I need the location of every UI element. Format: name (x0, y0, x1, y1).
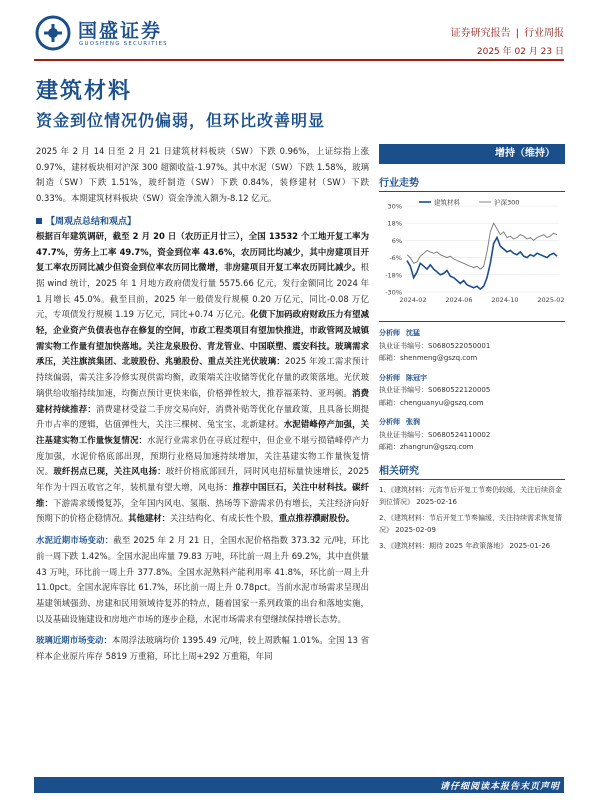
header-divider (34, 59, 564, 61)
fiberglass-bold: 玻纤拐点已现，关注风电扬： (53, 466, 166, 477)
y-tick-label: -30% (385, 288, 402, 297)
x-tick-label: 2025-02 (537, 296, 565, 304)
header-separator: | (515, 28, 519, 39)
weekly-view-body (36, 229, 369, 527)
section-square-icon (36, 218, 42, 224)
analyst-email[interactable]: zhangrun@gszq.com (400, 443, 474, 451)
sidebar (379, 144, 565, 555)
trend-heading: 行业走势 (379, 174, 565, 192)
x-tick-label: 2024-02 (399, 296, 427, 304)
footer-disclaimer: 请仔细阅读本报告末页声明 (439, 782, 560, 792)
cement-view-text: 水泥行业需求仍在寻底过程中，但企业不堪亏损错峰停产力度加强，水泥价格底部出现，预期行业格局加速持续增加，关注基建实物工作量恢复情况。 (36, 434, 370, 477)
glass-market-paragraph (36, 633, 369, 664)
glass-text: 2025 年竣工需求预计持续偏弱，需关注多冷修实现供需均衡，政策端关注收储等优化存量的政策落地。光伏玻璃供给收缩持续加速，均衡点预计更快来临，价格弹性较大，推荐福莱特、亚玛顿。 (36, 356, 369, 398)
cement-market-lead: 水泥近期市场变动： (36, 535, 114, 546)
industry-title: 建筑材料 (36, 79, 133, 104)
mail-label: 邮箱： (379, 354, 400, 362)
cement-market-paragraph (36, 533, 369, 627)
analyst-role: 分析师 (379, 418, 400, 426)
bond-text: 根据 wind 统计，2025 年 1 月地方政府债发行量 5575.66 亿元，发行金额同比 2024 年 1 月增长 45.0%。截至目前，2025 年一般债发行规模 0.20 万亿元，同比-0.08 万亿元，专项债发行规模 1.19 万亿元，同比+0.74 万亿元。 (36, 262, 369, 320)
mail-label: 邮箱： (379, 398, 400, 407)
trend-chart-svg (379, 196, 565, 311)
report-date: 2025 年 02 月 23 日 (476, 47, 564, 57)
consumer-text: 消费建材受益二手房交易向好，消费补贴等优化存量政策，且具备长期提升市占率的逻辑，估值弹性大，关注三棵树、兔宝宝、北新建材。 (36, 403, 370, 430)
mail-label: 邮箱： (379, 443, 400, 451)
y-tick-label: -18% (385, 271, 402, 280)
related-item[interactable]: 1、《建筑材料：元宵节后开复工节奏仍较缓，关注后续资金到位情况》 2025-02-16 (379, 485, 562, 506)
glass-market-text: 本周浮法玻璃均价 1395.49 元/吨，较上周跌幅 1.01%。全国 13 省样本企业原片库存 5819 万重箱，环比上周+292 万重箱，年同 (36, 635, 370, 662)
analyst-name: 张润 (406, 418, 420, 426)
analyst-name: 沈猛 (406, 329, 420, 337)
analyst-role: 分析师 (379, 373, 400, 382)
glass-market-lead: 玻璃近期市场变动： (36, 635, 112, 646)
other-text: 关注结构化、有成长性个股， (170, 513, 279, 524)
weekly-view-heading (36, 214, 369, 227)
page-header (0, 0, 600, 66)
page-footer (0, 770, 600, 800)
y-tick-label: 18% (387, 219, 402, 228)
survey-bold: 根据百年建筑调研，截至 2 月 20 日（农历正月廿三），全国 13532 个工地开复工率为 47.7%，劳务上工率 49.7%，资金到位率 43.6%，农历同比均减少，其中房建项目开复工率农历同比减少但资金到位率农历同比微增，非房建项目开复工率农历同比减少。 (36, 230, 369, 273)
other-bold: 其他建材： (128, 513, 170, 524)
fiberglass-text: 玻纤价格底部回升，同时风电招标量快速增长，2025 年作为十四五收官之年，装机量有望大增，风电扬： (36, 466, 370, 493)
policy-bold: 化债下加码政府财政压力有望减轻，企业资产负债表也存在修复的空间，市政工程类项目有望加快推进，市政管网及城镇需实物工作量有望加快落地。关注龙泉股份、青龙管业、中国联塑、震安科技。玻璃需求承压，关注旗滨集团、北玻股份、兆驰股份、重点关注光伏玻璃： (36, 309, 369, 367)
intro-paragraph: 2025 年 2 月 14 日至 2 月 21 日建筑材料板块（SW）下跌 0.96%，上证综指上涨 0.97%，建材板块相对沪深 300 超额收益-1.97%。其中水泥（SW）下跌 1.58%，玻璃制造（SW）下跌 1.51%，玻纤制造（SW）下跌 0.84%，装修建材（SW）下跌 0.33%。本期建筑材料板块（SW）资金净流入额为-8.12 亿元。 (36, 146, 369, 204)
analyst-card (379, 327, 565, 365)
weekly-view-heading-text: 【周观点总结和观点】 (46, 216, 137, 227)
legend-label: 沪深300 (494, 198, 520, 207)
main-column (36, 144, 369, 665)
analyst-name: 陈冠宇 (406, 373, 427, 382)
report-classification (451, 24, 564, 39)
cert-number: S0680522120005 (428, 386, 491, 394)
x-tick-label: 2024-06 (445, 296, 473, 304)
report-category: 行业周报 (524, 28, 564, 39)
logo-mark-icon (34, 14, 72, 52)
logo-text-en: GUOSHENG SECURITIES (79, 41, 168, 47)
cert-label: 执业证书编号： (379, 430, 428, 439)
cert-number: S0680524110002 (428, 430, 491, 439)
related-research-heading: 相关研究 (379, 462, 565, 480)
related-research-list (379, 484, 565, 553)
analyst-email[interactable]: chenguanyu@gszq.com (400, 398, 484, 407)
report-type: 证券研究报告 (450, 28, 511, 39)
analyst-card (379, 416, 565, 454)
carbon-text: 下游需求缓慢复苏，全年国内风电、氢瓶、热场等下游需求仍有增长，关注经济向好预期下的价格企稳情况。 (36, 497, 370, 524)
logo-text-cn: 国盛证券 (78, 20, 163, 42)
cert-label: 执业证书编号： (379, 341, 428, 350)
y-tick-label: 30% (387, 202, 402, 211)
cert-label: 执业证书编号： (379, 386, 428, 394)
related-item[interactable]: 3、《建筑材料：期待 2025 年政策落地》 2025-01-26 (379, 541, 551, 550)
legend-label: 建筑材料 (434, 198, 460, 207)
related-item[interactable]: 2、《建筑材料：节后开复工节奏偏缓，关注持续需求恢复情况》 2025-02-09 (379, 513, 562, 534)
y-tick-label: -6% (389, 254, 402, 263)
y-tick-label: 6% (391, 236, 402, 245)
consumer-bold: 消费建材持续推荐： (36, 387, 370, 414)
rating-badge: 增持（维持） (379, 144, 565, 164)
trend-chart (379, 196, 565, 311)
cement-view-bold: 水泥错峰停产加强，关注基建实物工作量恢复情况： (36, 419, 370, 445)
carbon-bold: 推荐中国巨石，关注中材科技。碳纤维： (36, 482, 369, 508)
cement-market-text: 截至 2025 年 2 月 21 日，全国水泥价格指数 373.32 元/吨，环比前一周下跌 1.42%。全国水泥出库量 79.83 万吨，环比前一周上升 69.2%，其中直供量 43 万吨，环比前一周上升 377.8%。全国水泥熟料产能利用率 41.8%，环比前一周上升 11.0pct。全国水泥库容比 61.7%，环比前一周上升 0.78pct。当前水泥市场需求呈现出基建领域强劲、房建和民用领域待复苏的特点，随着国家一系列政策的出台和落地实施，以及基础设施建设和房地产市场的逐步企稳，水泥市场需求有望继续保持增长态势。 (36, 535, 369, 624)
report-subtitle: 资金到位情况仍偏弱，但环比改善明显 (36, 111, 326, 130)
cert-number: S0680522050001 (428, 341, 491, 350)
analyst-email[interactable]: shenmeng@gszq.com (400, 354, 478, 362)
series-line-building-materials (407, 238, 557, 290)
analyst-role: 分析师 (379, 329, 400, 337)
series-line-csi300 (407, 223, 557, 269)
analyst-section (379, 321, 565, 454)
company-logo (34, 14, 184, 54)
x-tick-label: 2024-10 (491, 296, 519, 304)
recommend-bold: 重点推荐濮耐股份。 (278, 513, 355, 524)
analyst-card (379, 372, 565, 410)
